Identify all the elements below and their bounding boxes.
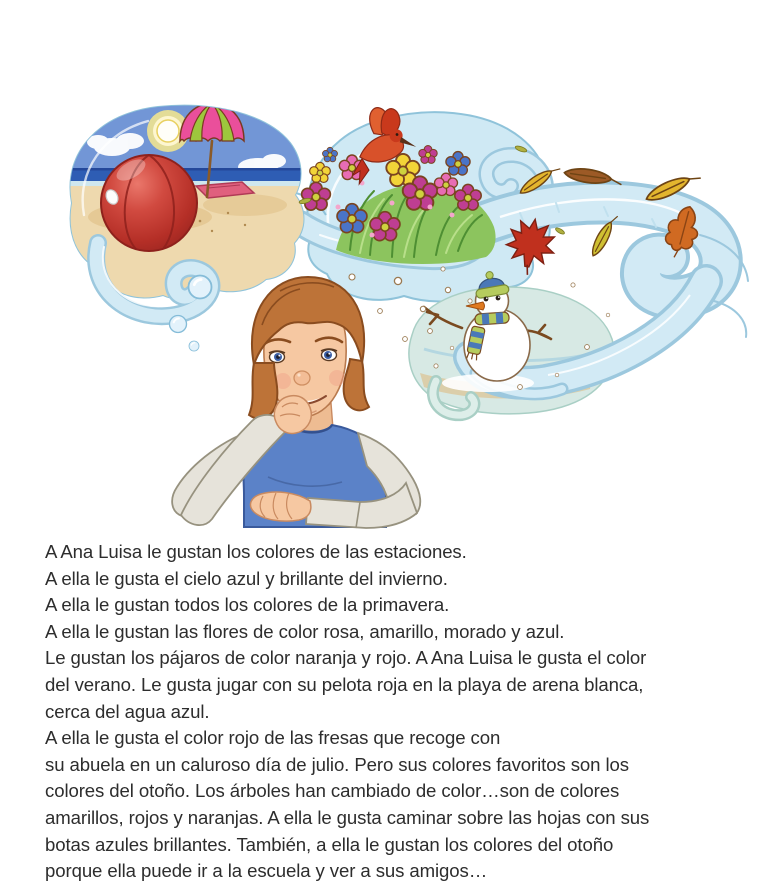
bubble-icon xyxy=(170,316,187,333)
story-line: A ella le gustan las flores de color rosa, amarillo, morado y azul. xyxy=(45,620,565,642)
story-line: Le gustan los pájaros de color naranja y rojo. A Ana Luisa le gusta el color xyxy=(45,647,647,669)
story-line: cerca del agua azul. xyxy=(45,700,210,722)
child-left-hand xyxy=(274,396,311,434)
story-line: su abuela en un caluroso día de julio. Pero sus colores favoritos son los xyxy=(45,753,629,775)
story-line: amarillos, rojos y naranjas. A ella le gusta caminar sobre las hojas con sus xyxy=(45,806,650,828)
story-line: porque ella puede ir a la escuela y ver a sus amigos… xyxy=(45,860,488,882)
child-figure xyxy=(172,277,420,528)
story-line: A ella le gustan todos los colores de la primavera. xyxy=(45,594,450,616)
child-nose xyxy=(294,371,310,385)
bubble-icon xyxy=(189,341,199,351)
bubble-icon xyxy=(189,276,212,299)
story-line: botas azules brillantes. También, a ella le gustan los colores del otoño xyxy=(45,833,614,855)
story-line: A ella le gusta el cielo azul y brillante del invierno. xyxy=(45,567,448,589)
snowman-scarf xyxy=(475,312,510,325)
story-line: A Ana Luisa le gustan los colores de las estaciones. xyxy=(45,541,467,562)
story-line: A ella le gusta el color rojo de las fresas que recoge con xyxy=(45,727,501,749)
beach-ball-icon xyxy=(101,155,197,251)
story-text xyxy=(45,539,745,885)
story-line: del verano. Le gusta jugar con su pelota roja en la playa de arena blanca, xyxy=(45,673,644,695)
story-line: colores del otoño. Los árboles han cambiado de color…son de colores xyxy=(45,780,620,802)
seasons-illustration xyxy=(0,85,758,545)
